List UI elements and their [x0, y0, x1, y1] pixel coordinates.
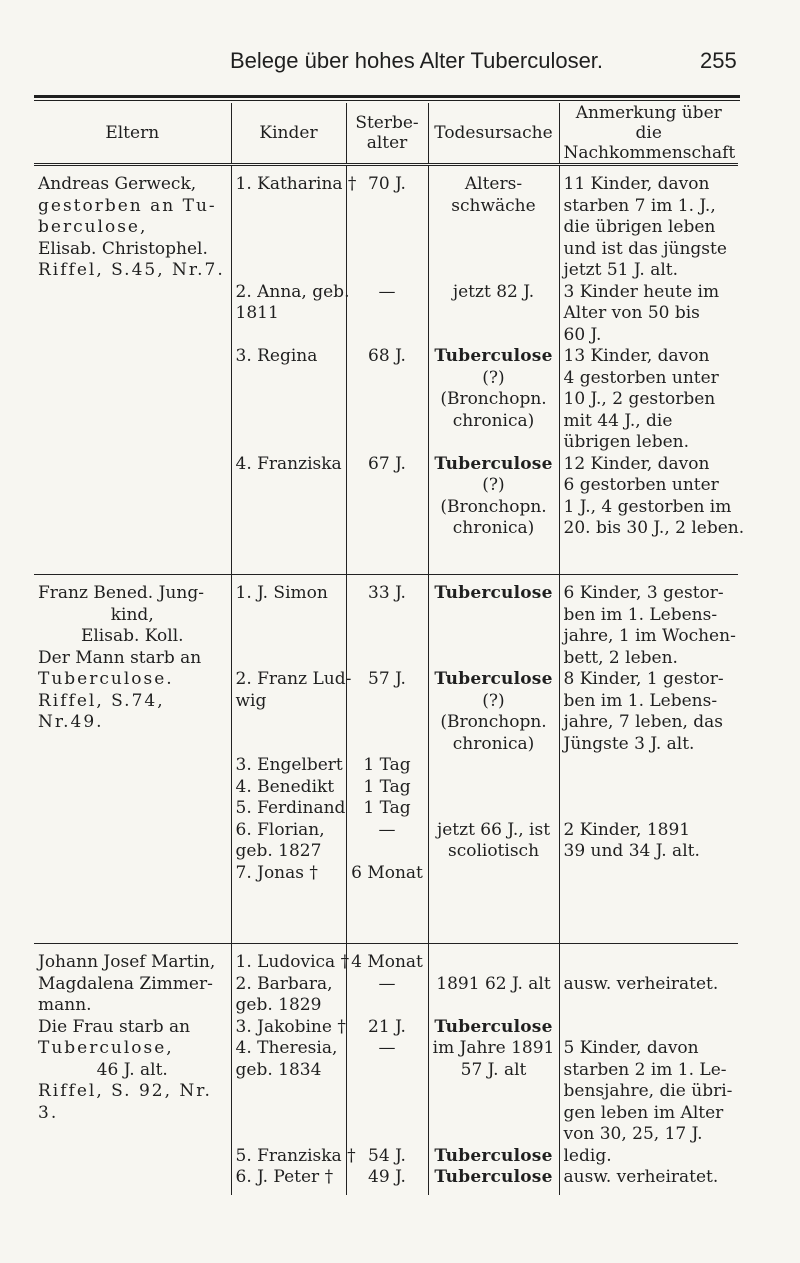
parent-line: Elisab. Christophel.	[38, 238, 208, 259]
death-age: 1 Tag	[363, 798, 411, 818]
child-line: 4. Benedikt	[235, 776, 335, 797]
cause-line: Tuberculose	[434, 669, 553, 689]
cause-line	[433, 1103, 555, 1125]
cause-line: Alters-	[464, 174, 523, 194]
death-age	[351, 626, 424, 648]
note-line: 5 Kinder, davon	[563, 1038, 699, 1058]
cause-line: Tuberculose	[434, 453, 553, 474]
child-line: 7. Jonas †	[235, 862, 318, 883]
child-line: 1811	[235, 303, 279, 323]
child-line	[236, 1103, 342, 1125]
cause-line: (?)	[482, 475, 505, 495]
cause-line	[433, 755, 555, 777]
parent-line: Andreas Gerweck,	[38, 174, 197, 194]
note-line: die übrigen leben	[563, 217, 716, 237]
note-line	[564, 1017, 735, 1039]
death-age: —	[378, 1038, 396, 1058]
note-line: ausw. verheiratet.	[563, 1167, 719, 1187]
cause-line	[433, 217, 555, 239]
child-line: 6. Florian,	[235, 819, 325, 840]
note-line	[564, 995, 735, 1017]
records-table	[34, 103, 745, 1195]
death-age	[351, 475, 424, 497]
child-line	[236, 518, 342, 540]
child-line	[236, 389, 342, 411]
parent-line: gestorben an Tu-	[38, 195, 217, 216]
child-line: 4. Franziska	[235, 453, 342, 474]
death-age: 33 J.	[368, 583, 406, 603]
death-age	[351, 196, 424, 218]
child-line	[236, 432, 342, 454]
child-line: 5. Franziska †	[235, 1145, 356, 1166]
child-line	[236, 1081, 342, 1103]
note-line: bensjahre, die übri-	[563, 1081, 733, 1101]
death-age	[351, 1060, 424, 1082]
note-line: 10 J., 2 gestorben	[563, 389, 716, 409]
child-line	[236, 368, 342, 390]
cause-line: schwäche	[451, 195, 536, 216]
death-age	[351, 432, 424, 454]
death-age	[351, 1103, 424, 1125]
note-line: jetzt 51 J. alt.	[563, 260, 679, 280]
note-line: 11 Kinder, davon	[563, 174, 710, 194]
family-row	[34, 575, 738, 944]
child-line: geb. 1834	[235, 1059, 322, 1080]
death-age: 57 J.	[368, 669, 406, 689]
note-line: 3 Kinder heute im	[563, 281, 720, 302]
death-age	[351, 260, 424, 282]
parent-line: Tuberculose.	[38, 669, 174, 689]
death-age	[351, 239, 424, 261]
note-line: Alter von 50 bis	[563, 303, 700, 323]
death-age	[351, 325, 424, 347]
note-line: bett, 2 leben.	[563, 647, 678, 668]
descendants-note-cell	[559, 165, 745, 575]
death-age	[351, 605, 424, 627]
cause-line: (Bronchopn.	[440, 712, 547, 732]
note-line: ben im 1. Lebens-	[563, 690, 718, 711]
cause-line: jetzt 82 J.	[452, 281, 535, 302]
cause-line	[433, 798, 555, 820]
cause-line	[433, 605, 555, 627]
note-line: ausw. verheiratet.	[563, 973, 719, 994]
death-age	[351, 518, 424, 540]
child-line: wig	[235, 690, 267, 711]
note-line: gen leben im Alter	[563, 1102, 724, 1123]
note-line	[564, 863, 735, 885]
family-row	[34, 165, 738, 575]
death-age	[351, 734, 424, 756]
parent-line: Franz Bened. Jung-	[38, 583, 204, 603]
parent-line: Riffel, S.45, Nr.7.	[38, 260, 225, 280]
column-header-todesursache: Todesursache	[428, 103, 559, 165]
cause-line	[433, 239, 555, 261]
parent-line: berculose,	[38, 217, 148, 237]
note-line: und ist das jüngste	[563, 238, 727, 259]
death-age-cell	[346, 944, 428, 1195]
note-line: mit 44 J., die	[563, 410, 673, 431]
cause-line	[433, 260, 555, 282]
child-line	[236, 325, 342, 347]
parents-cell	[34, 575, 231, 944]
death-age-cell	[346, 575, 428, 944]
note-line: 4 gestorben unter	[563, 367, 719, 388]
note-line	[564, 952, 735, 974]
child-line	[236, 475, 342, 497]
note-line: 2 Kinder, 1891	[563, 819, 691, 840]
column-header-anmerkung: Anmerkung über die Nachkommenschaft	[559, 103, 738, 165]
child-line	[236, 626, 342, 648]
child-line: 1. J. Simon	[235, 583, 328, 603]
death-age: 67 J.	[368, 453, 406, 474]
table-header-row	[34, 103, 738, 165]
children-cell	[231, 165, 357, 575]
death-age	[351, 841, 424, 863]
death-age: —	[378, 281, 396, 302]
parents-cell	[34, 165, 231, 575]
cause-line: (Bronchopn.	[440, 389, 547, 409]
death-age: —	[378, 819, 396, 840]
note-line: 6 gestorben unter	[563, 475, 719, 495]
note-line: 12 Kinder, davon	[563, 453, 710, 474]
note-line: 39 und 34 J. alt.	[563, 841, 700, 861]
child-line: geb. 1829	[235, 995, 322, 1015]
cause-line: Tuberculose	[434, 346, 553, 366]
cause-line	[433, 325, 555, 347]
child-line: 4. Theresia,	[235, 1038, 338, 1058]
death-age: 4 Monat	[351, 952, 423, 972]
child-line: 2. Franz Lud-	[235, 669, 352, 689]
descendants-note-cell	[559, 944, 738, 1195]
death-age	[351, 389, 424, 411]
child-line: 2. Barbara,	[235, 973, 333, 994]
death-age: 6 Monat	[351, 862, 423, 883]
child-line	[236, 712, 342, 734]
death-age: —	[378, 973, 396, 994]
child-line: geb. 1827	[235, 841, 322, 861]
death-age: 70 J.	[368, 174, 406, 194]
child-line	[236, 605, 342, 627]
cause-line	[433, 648, 555, 670]
child-line	[236, 497, 342, 519]
header-rule	[34, 95, 740, 98]
death-age: 1 Tag	[363, 776, 411, 797]
cause-line	[433, 1124, 555, 1146]
running-title: Belege über hohes Alter Tuberculoser.	[230, 48, 604, 73]
cause-line	[433, 626, 555, 648]
cause-line: Tuberculose	[434, 1167, 553, 1187]
note-line: 60 J.	[563, 324, 602, 345]
death-age	[351, 411, 424, 433]
page-number: 255	[700, 48, 737, 73]
child-line: 5. Ferdinand	[235, 798, 346, 818]
cause-cell	[428, 165, 559, 575]
cause-line: Tuberculose	[434, 583, 553, 603]
cause-cell	[428, 575, 559, 944]
cause-line	[433, 777, 555, 799]
death-age	[351, 1124, 424, 1146]
death-age	[351, 303, 424, 325]
child-line	[236, 411, 342, 433]
column-header-kinder: Kinder	[231, 103, 346, 165]
descendants-note-cell	[559, 575, 738, 944]
parent-line: mann.	[38, 995, 92, 1015]
note-line: ledig.	[563, 1145, 612, 1166]
death-age: 49 J.	[368, 1167, 406, 1187]
cause-line: (Bronchopn.	[440, 496, 547, 517]
child-line: 1. Katharina †	[235, 174, 357, 194]
parent-line: 46 J. alt.	[96, 1059, 168, 1080]
parent-line: Elisab. Koll.	[80, 626, 184, 646]
note-line: 8 Kinder, 1 gestor-	[563, 669, 724, 689]
note-line: ben im 1. Lebens-	[563, 604, 718, 625]
family-row	[34, 944, 738, 1195]
note-line: jahre, 7 leben, das	[563, 712, 724, 732]
note-line	[564, 798, 735, 820]
cause-cell	[428, 944, 559, 1195]
cause-line	[433, 432, 555, 454]
cause-line: 1891 62 J. alt	[436, 973, 551, 994]
cause-line: chronica)	[452, 410, 535, 431]
cause-line: (?)	[482, 690, 505, 711]
note-line: 20. bis 30 J., 2 leben.	[563, 518, 745, 538]
cause-line: Tuberculose	[434, 1145, 553, 1166]
cause-line	[433, 1081, 555, 1103]
cause-line	[433, 863, 555, 885]
child-line	[236, 239, 342, 261]
note-line: starben 7 im 1. J.,	[563, 195, 716, 216]
death-age: 1 Tag	[363, 755, 411, 775]
cause-line	[433, 303, 555, 325]
child-line: 3. Engelbert	[235, 755, 343, 775]
note-line: starben 2 im 1. Le-	[563, 1059, 727, 1080]
death-age: 54 J.	[368, 1145, 406, 1166]
parents-cell	[34, 944, 231, 1195]
note-line: Jüngste 3 J. alt.	[563, 733, 695, 754]
cause-line: chronica)	[452, 518, 535, 538]
parent-line: Der Mann starb an	[38, 647, 202, 668]
header-rule-thin	[34, 100, 740, 101]
child-line	[236, 648, 342, 670]
death-age	[351, 1081, 424, 1103]
cause-line: im Jahre 1891	[432, 1038, 555, 1058]
column-header-sterbealter: Sterbe- alter	[346, 103, 428, 165]
cause-line	[433, 952, 555, 974]
cause-line: (?)	[482, 367, 505, 388]
parent-line: kind,	[110, 604, 154, 625]
child-line	[236, 217, 342, 239]
death-age	[351, 995, 424, 1017]
note-line: von 30, 25, 17 J.	[563, 1124, 703, 1144]
note-line: 13 Kinder, davon	[563, 346, 710, 366]
cause-line: scoliotisch	[447, 841, 540, 861]
death-age	[351, 368, 424, 390]
column-header-eltern: Eltern	[34, 103, 231, 165]
child-line: 3. Jakobine †	[235, 1016, 346, 1037]
cause-line: 57 J. alt	[460, 1059, 527, 1080]
cause-line: jetzt 66 J., ist	[436, 819, 551, 840]
child-line	[236, 196, 342, 218]
children-cell	[231, 944, 356, 1195]
page-header	[0, 48, 800, 84]
note-line: jahre, 1 im Wochen-	[563, 626, 736, 646]
note-line	[564, 777, 735, 799]
child-line	[236, 260, 342, 282]
cause-line: Tuberculose	[434, 1016, 553, 1037]
child-line	[236, 1124, 342, 1146]
parent-line: Die Frau starb an	[38, 1016, 191, 1037]
note-line: 1 J., 4 gestorben im	[563, 496, 732, 517]
parent-line: Tuberculose,	[38, 1038, 174, 1058]
note-line: 6 Kinder, 3 gestor-	[563, 583, 724, 603]
cause-line: chronica)	[452, 733, 535, 754]
parent-line: Riffel, S.74, Nr.49.	[38, 690, 165, 732]
note-line	[564, 755, 735, 777]
child-line: 3. Regina	[235, 346, 318, 366]
parent-line: Johann Josef Martin,	[38, 952, 216, 972]
note-line: übrigen leben.	[563, 432, 689, 452]
death-age: 21 J.	[368, 1016, 406, 1037]
child-line	[236, 734, 342, 756]
cause-line	[433, 995, 555, 1017]
death-age: 68 J.	[368, 346, 406, 366]
death-age	[351, 712, 424, 734]
child-line: 2. Anna, geb.	[235, 281, 350, 302]
death-age	[351, 217, 424, 239]
child-line: 1. Ludovica †	[235, 952, 350, 972]
death-age	[351, 648, 424, 670]
death-age-cell	[346, 165, 428, 575]
children-cell	[231, 575, 352, 944]
death-age	[351, 497, 424, 519]
parent-line: Riffel, S. 92, Nr. 3.	[38, 1081, 212, 1123]
death-age	[351, 691, 424, 713]
parent-line: Magdalena Zimmer-	[38, 973, 213, 994]
child-line: 6. J. Peter †	[235, 1167, 334, 1187]
